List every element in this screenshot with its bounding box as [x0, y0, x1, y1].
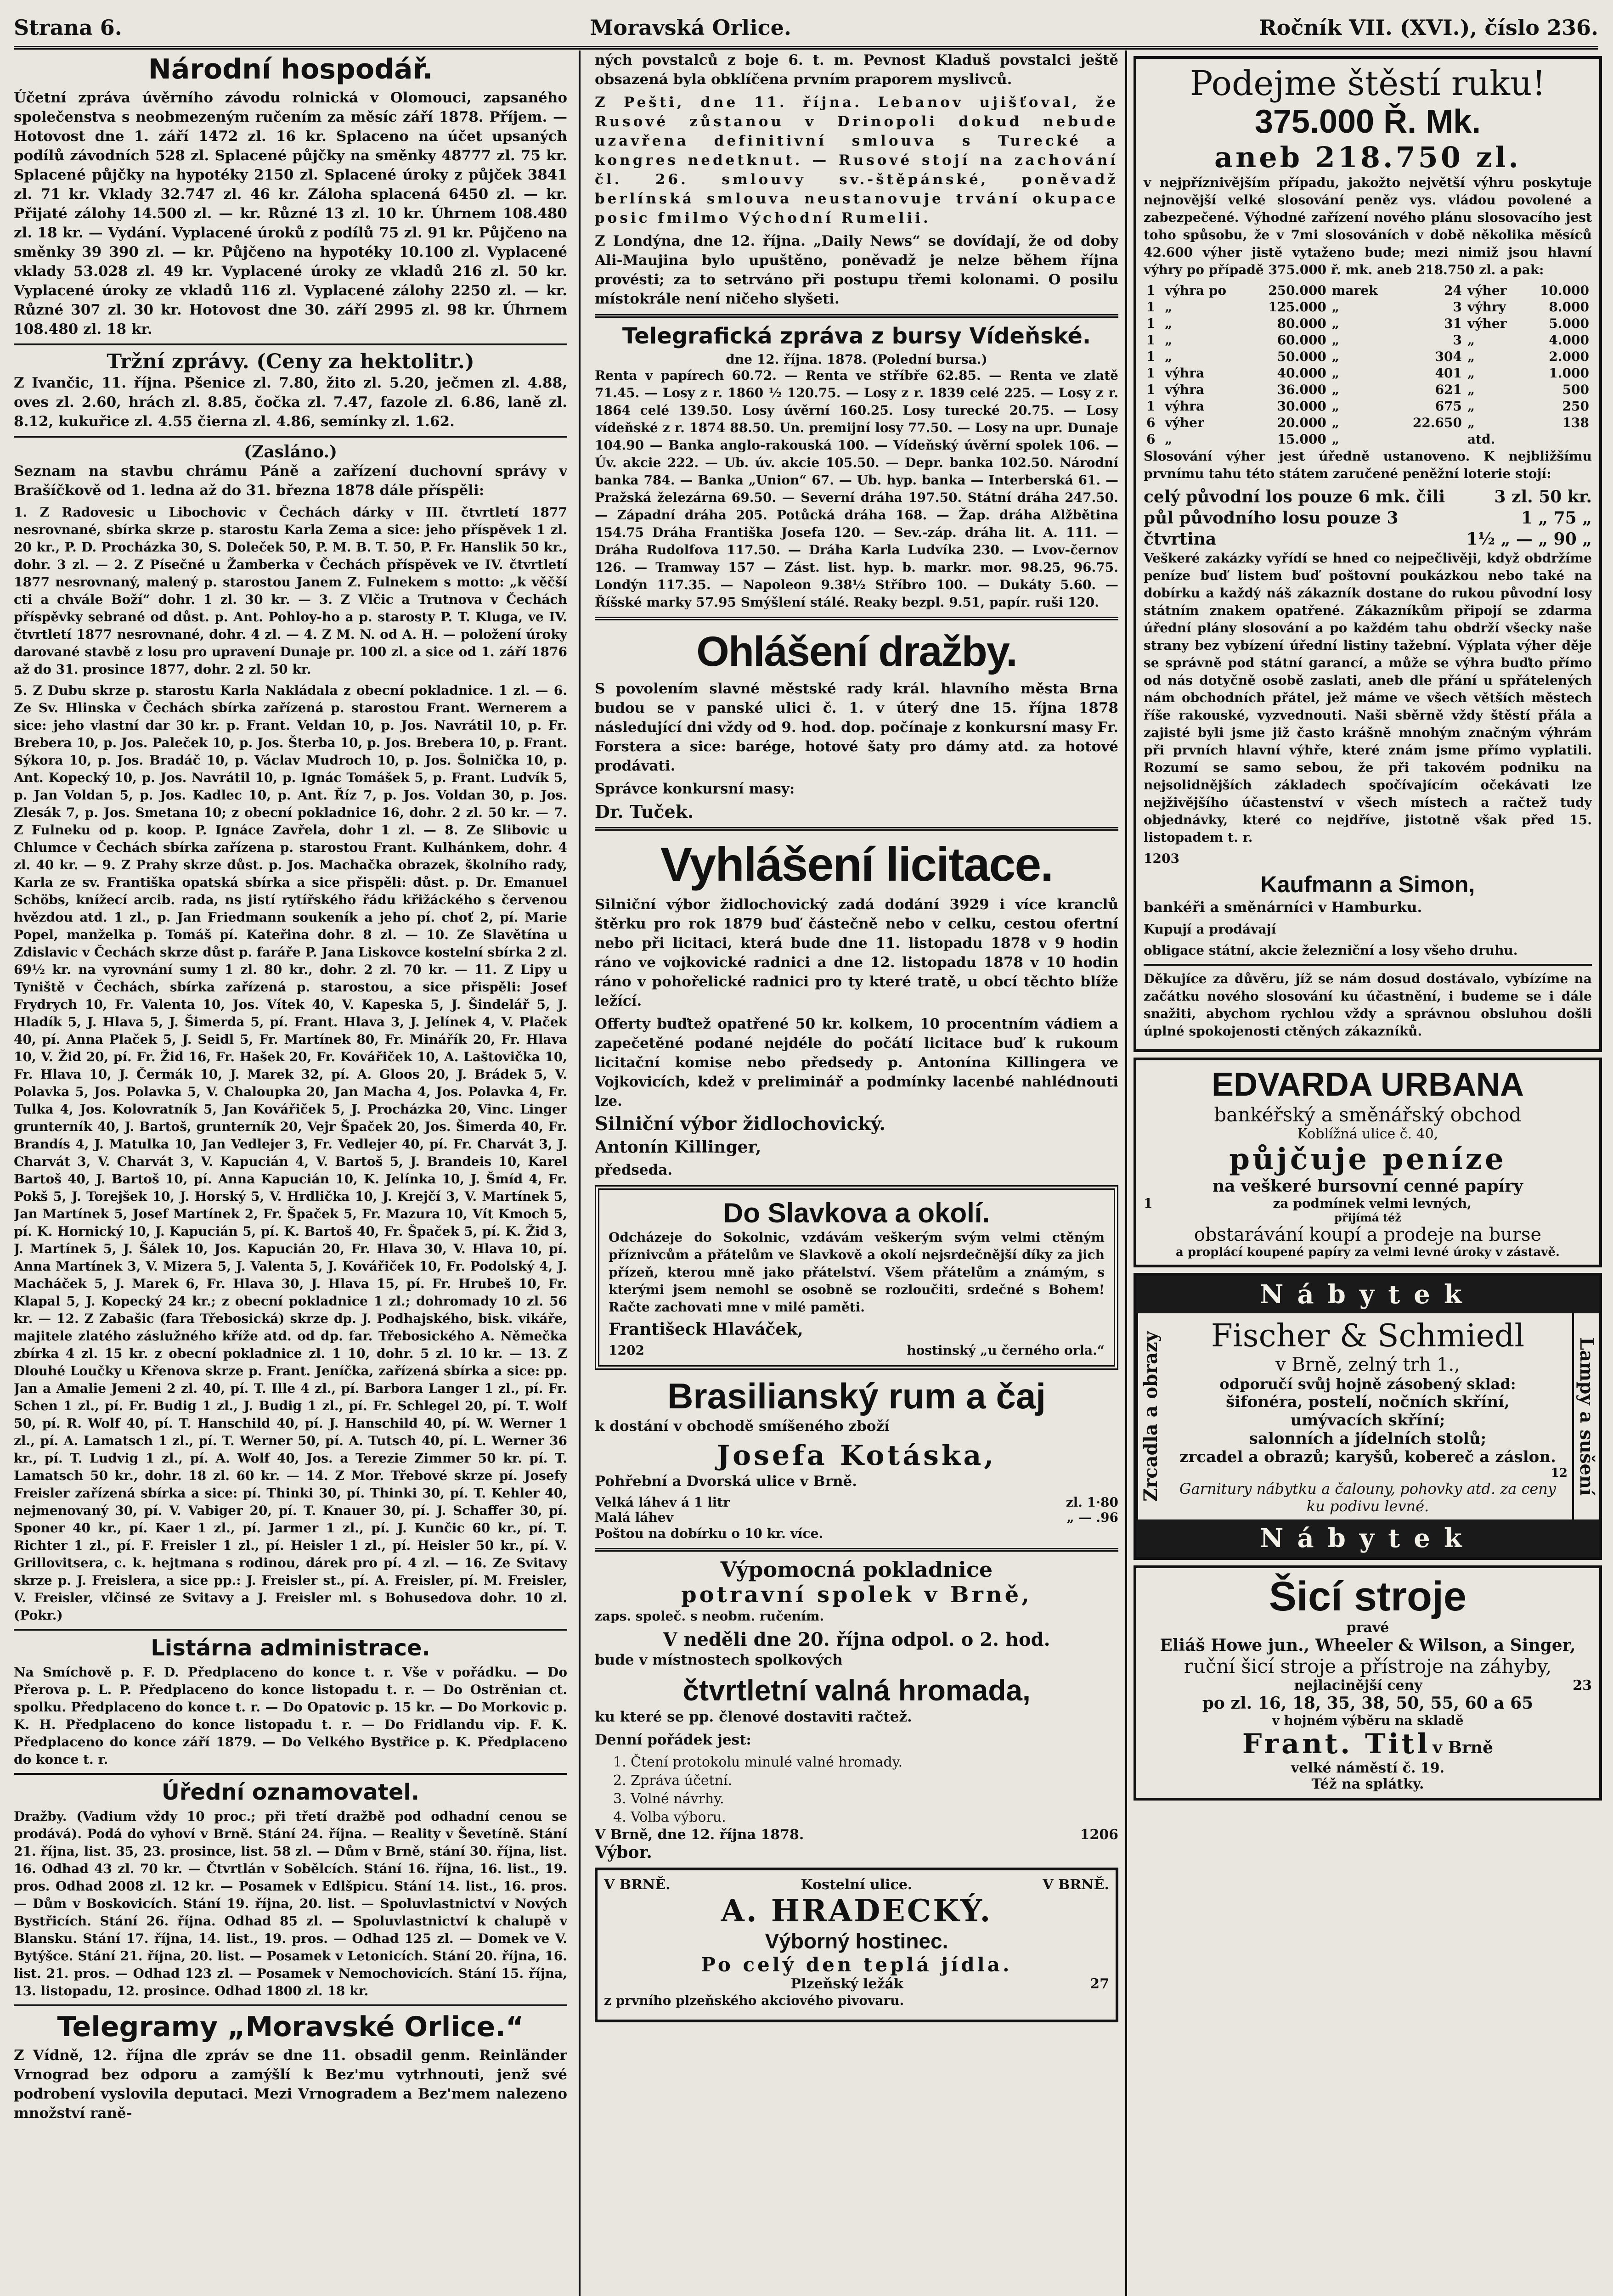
pub-street: Kostelní ulice.: [801, 1877, 913, 1893]
meeting-title-2: potravní spolek v Brně,: [681, 1582, 1032, 1608]
prize-cell: 5.000: [1549, 316, 1589, 331]
running-head: [14, 9, 1598, 50]
meeting-agenda-title: Denní pořádek jest:: [595, 1732, 751, 1748]
lottery-buy-items: obligace státní, akcie železniční a losy všeho druhu.: [1144, 943, 1518, 958]
prize-cell: „: [1331, 415, 1339, 430]
prize-cell: 22.650: [1412, 415, 1462, 430]
prize-cell: 6: [1146, 432, 1156, 447]
urban-type: bankéřský a směnářský obchod: [1214, 1103, 1522, 1126]
sewing-city: v Brně: [1433, 1738, 1494, 1757]
prize-cell: výhra: [1165, 399, 1205, 414]
lottery-title: Podejme štěstí ruku!: [1190, 64, 1546, 103]
prize-cell: 50.000: [1277, 349, 1326, 364]
prize-cell: atd.: [1467, 432, 1495, 447]
prize-cell: 125.000: [1268, 299, 1326, 315]
sewing-title: Šicí stroje: [1269, 1574, 1467, 1620]
prize-cell: „: [1467, 366, 1475, 381]
market-subtitle: (Ceny za hektolitr.): [256, 350, 474, 373]
sent-head: Seznam na stavbu chrámu Páně a zařízení duchovní správy v Brašíčkově od 1. ledna až do 31. března 1878 dále příspěli:: [14, 463, 567, 499]
agenda-item: 4. Volba výboru.: [613, 1809, 726, 1825]
prize-cell: 15.000: [1277, 432, 1326, 447]
lottery-amount-2: aneb 218.750 zl.: [1214, 141, 1521, 174]
prize-cell: 250: [1562, 399, 1589, 414]
prize-cell: výhry: [1467, 299, 1506, 315]
prize-cell: 1: [1146, 382, 1156, 397]
prize-cell: 40.000: [1277, 366, 1326, 381]
prize-cell: „: [1331, 332, 1339, 348]
prize-cell: 1: [1146, 399, 1156, 414]
meeting-signer: Výbor.: [595, 1843, 652, 1862]
slavkov-ad: [595, 1185, 1118, 1370]
prize-cell: „: [1331, 399, 1339, 414]
prize-cell: „: [1467, 382, 1475, 397]
lottery-firm-sub: bankéři a směnárníci v Hamburku.: [1144, 899, 1422, 916]
prize-cell: „: [1467, 415, 1475, 430]
ticket-price-value: 3 zl. 50 kr.: [1494, 487, 1592, 506]
furniture-banner-bottom: Nábytek: [1136, 1519, 1599, 1557]
urban-address: Koblížná ulice č. 40,: [1297, 1126, 1438, 1142]
prize-cell: „: [1165, 349, 1173, 364]
urban-name: EDVARDA URBANA: [1212, 1066, 1524, 1103]
prize-cell: 1: [1146, 366, 1156, 381]
lottery-thanks: Děkujíce za důvěru, jíž se nám dosud dostávalo, vybízíme na začátku nového slosování ku účastnění, i budeme se i dále snažiti, abychom rychlou vždy a správnou obsluhou došli úplné spokojenosti ctěných zákazníků.: [1144, 971, 1592, 1039]
prize-cell: výher: [1165, 415, 1204, 430]
tender-chair: Antonín Killinger,: [595, 1137, 761, 1157]
prize-cell: 500: [1562, 382, 1589, 397]
prize-cell: 1: [1146, 283, 1156, 298]
ticket-price-value: 1½ „ — „ 90 „: [1466, 529, 1592, 549]
notices-title: Úřední oznamovatel.: [161, 1779, 420, 1805]
sewing-addr: velké náměstí č. 19.: [1291, 1760, 1445, 1776]
auction-trustee-label: Správce konkursní masy:: [595, 781, 795, 797]
prize-cell: 1: [1146, 299, 1156, 315]
ticket-price-label: celý původní los pouze 6 mk. čili: [1144, 487, 1445, 506]
market-heading: [14, 350, 567, 373]
column-rule-2: [1125, 51, 1127, 2296]
prize-cell: „: [1331, 349, 1339, 364]
ticket-price-label: čtvrtina: [1144, 529, 1217, 549]
market-text: Z Ivančic, 11. října. Pšenice zl. 7.80, žito zl. 5.20, ječmen zl. 4.88, oves zl. 2.60, hrách zl. 8.85, čočka zl. 7.47, fazole zl. 6.86, laně zl. 8.12, kukuřice zl. 4.55 čierna zl. 4.86, semínky zl. 1.62.: [14, 375, 567, 430]
urban-coupons: a proplácí koupené papíry za velmi levné úroky v zástavě.: [1176, 1245, 1560, 1259]
lottery-amount: 375.000 Ř. Mk.: [1254, 103, 1481, 140]
sewing-cheap-row: [1144, 1677, 1592, 1694]
furniture-content: [1163, 1313, 1572, 1519]
prize-row: [1144, 431, 1592, 448]
meeting-footer: [595, 1827, 1118, 1843]
meeting-ref: 1206: [1080, 1827, 1118, 1843]
issue-info: Ročník VII. (XVI.), číslo 236.: [1259, 15, 1598, 40]
prize-cell: výhra: [1165, 382, 1205, 397]
economy-title: Národní hospodář.: [148, 53, 433, 85]
prize-cell: 250.000: [1268, 283, 1326, 298]
prize-cell: 24: [1444, 283, 1462, 298]
prize-cell: „: [1467, 399, 1475, 414]
ticket-price-label: půl původního losu pouze 3: [1144, 508, 1399, 528]
prize-cell: 3: [1453, 332, 1462, 348]
prize-cell: 10.000: [1540, 283, 1589, 298]
telegrams-title: Telegramy „Moravské Orlice.“: [57, 2011, 524, 2043]
prize-cell: „: [1165, 316, 1173, 331]
meeting-headline: čtvrtletní valná hromada,: [682, 1674, 1031, 1707]
pub-brewery: z prvního plzeňského akciového pivovaru.: [604, 1993, 904, 2008]
pub-beer: Plzeňský ležák: [790, 1976, 903, 1992]
tender-chair-role: předseda.: [595, 1162, 673, 1178]
sewing-ad: [1134, 1565, 1602, 1801]
prize-cell: 1: [1146, 316, 1156, 331]
prize-cell: „: [1467, 332, 1475, 348]
pub-beer-row: [604, 1976, 1109, 1992]
prize-cell: „: [1331, 432, 1339, 447]
rum-shop: Josefa Kotáska,: [716, 1440, 997, 1472]
prize-cell: 4.000: [1549, 332, 1589, 348]
pub-ref: 27: [1090, 1976, 1109, 1992]
meeting-title-1: Výpomocná pokladnice: [720, 1557, 993, 1582]
furniture-items-2: umývacích skříní;: [1290, 1411, 1445, 1429]
urban-ad: [1134, 1058, 1602, 1267]
news-text-3: Z Londýna, dne 12. října. „Daily News“ se dovídají, že od doby Ali-Maujina bylo upuštěno, poněvadž je nelze během října provésti; za to setrváno při postupu třemi kolonami. O posilu místokrále není ničeho slyšeti.: [595, 233, 1118, 307]
pub-offer: Po celý den teplá jídla.: [701, 1953, 1012, 1976]
sewing-stock: v hojném výběru na skladě: [1272, 1713, 1464, 1728]
prize-cell: 304: [1435, 349, 1462, 364]
prize-cell: „: [1467, 349, 1475, 364]
prize-row: [1144, 332, 1592, 349]
furniture-banner-top: Nábytek: [1136, 1276, 1599, 1313]
prize-cell: 80.000: [1277, 316, 1326, 331]
prize-cell: 2.000: [1549, 349, 1589, 364]
rum-price-1-value: zl. 1·80: [1066, 1495, 1118, 1510]
rum-sub: k dostání v obchodě smíšeného zboží: [595, 1418, 890, 1435]
prize-cell: 401: [1435, 366, 1462, 381]
sent-title: (Zasláno.): [243, 442, 338, 461]
lottery-text-3: Veškeré zakázky vyřídí se hned co nejpečlivěji, když obdržíme peníze buď listem buď poštovní poukázkou nebo také na dobírku a každý náš zákazník dostane do rukou původní losy státním znakem opatřené. Zákazníkům připojí se zdarma úřední plány slosování a po každém tahu obdrží všecky naše strany bez vybízení úřední listiny tažební. Výplata výher děje se správně pod státní garancí, a může se výhra buďto přímo od nás dotyčně osobě zaslati, aneb dle přání u spřátelených nám obchodních přátel, jež máme ve všech větších městech říše rakouské, vyzvednouti. Naši sběrně vždy štěstí přála a zajisté byli jsme již často krášně mnohým značným výhrám při prvních hlavní výhře, které znám jsme přímo vyplatili. Rozumí se samo sebou, že při takovém podniku na nejsolidnějších základech spočívajícím očekávati lze nejživějšího účastenství v všech místech a račtež tudy objednávky, které co nejdříve, jistotně však před 15. listopadem t. r.: [1144, 551, 1592, 845]
prize-cell: 20.000: [1277, 415, 1326, 430]
prize-row: [1144, 382, 1592, 398]
prize-row: [1144, 365, 1592, 382]
slavkov-title: Do Slavkova a okolí.: [723, 1198, 990, 1228]
prize-cell: „: [1165, 432, 1173, 447]
prize-cell: „: [1331, 316, 1339, 331]
prize-cell: 1: [1146, 332, 1156, 348]
prize-row: [1144, 349, 1592, 365]
notices-text: Dražby. (Vadium vždy 10 proc.; při třetí dražbě pod odhadní cenou se prodává). Podá do vyhoví v Brně. Stání 24. října. — Reality v Ševetíně. Stání 21. října, list. 35, 23. prosince, list. 58 zl. — Dům v Brně, stání 30. října, list. 16. Odhad 43 zl. 70 kr. — Čtvrtlán v Sobělcích. Stání 16. října, 16. list., 19. pros. Odhad 2008 zl. 12 kr. — Posamek v Edlšpicu. Stání 14. list., 16. pros. — Dům v Boskovicích. Stání 19. října, 20. list. — Spoluvlastnictví v Nových Bystřicích. Stání 26. října. Odhad 85 zl. — Spoluvlastnictví k chalupě v Blansku. Stání 17. října, 14. list., 19. pros. — Odhad 125 zl. — Domek ve V. Bytýšce. Stání 21. října, 20. list. — Posamek v Letonicích. Stání 20. října, 16. list. 21. pros. — Odhad 123 zl. — Posamek v Nemochovicích. Stání 15. října, 13. listopadu, 12. prosince. Odhad 1800 zl. 18 kr.: [14, 1809, 567, 1998]
slavkov-footer: [609, 1343, 1105, 1358]
urban-terms-row: [1144, 1196, 1592, 1211]
prize-cell: výhra: [1165, 366, 1205, 381]
prize-cell: 675: [1435, 399, 1462, 414]
auction-title: Ohlášení dražby.: [696, 628, 1017, 675]
slavkov-role: hostinský „u černého orla.“: [907, 1343, 1105, 1358]
agenda-item: 3. Volné návrhy.: [613, 1791, 724, 1807]
prize-row: [1144, 299, 1592, 315]
prize-cell: 31: [1444, 316, 1462, 331]
furniture-firm: Fischer & Schmiedl: [1211, 1318, 1525, 1354]
prize-row: [1144, 415, 1592, 431]
prize-cell: výher: [1467, 316, 1507, 331]
slavkov-ref: 1202: [609, 1343, 644, 1358]
prize-cell: 1.000: [1549, 366, 1589, 381]
urban-lend: půjčuje peníze: [1229, 1142, 1506, 1176]
prize-cell: 138: [1562, 415, 1589, 430]
ticket-price-value: 1 „ 75 „: [1521, 508, 1592, 528]
meeting-date: V neděli dne 20. října odpol. o 2. hod.: [663, 1629, 1050, 1650]
prize-cell: 3: [1453, 299, 1462, 315]
column-rule-1: [579, 51, 581, 2296]
prize-cell: „: [1165, 332, 1173, 348]
slavkov-signature: Františeck Hlaváček,: [609, 1320, 803, 1339]
prize-cell: 60.000: [1277, 332, 1326, 348]
urban-terms: za podmínek velmi levných,: [1273, 1196, 1472, 1211]
paper-title: Moravská Orlice.: [590, 15, 791, 40]
urban-accept: přijímá též: [1334, 1211, 1401, 1224]
meeting-agenda: [595, 1753, 1118, 1827]
lottery-firm: Kaufmann a Simon,: [1260, 872, 1475, 897]
tender-title: Vyhlášení licitace.: [660, 838, 1053, 891]
sewing-line-2: ruční šicí stroje a přístroje na záhyby,: [1184, 1655, 1552, 1677]
office-text: Na Smíchově p. F. D. Předplaceno do konce t. r. Vše v pořádku. — Do Přerova p. L. P. Předplaceno do konce listopadu t. r. — Do Ostrěnian ct. spolku. Předplaceno do konce t. r. — Do Opatovic p. 15 kr. — Do Morkovic p. K. H. Předplaceno do konce listopadu t. r. — Do Fridlandu vip. F. K. Předplaceno do konce září 1879. — Do Velkého Bystřice p. K. Předplaceno do konce t. r.: [14, 1665, 567, 1767]
page-number: Strana 6.: [14, 15, 122, 40]
rum-item-1: Velká láhev á 1 litr: [595, 1495, 730, 1510]
sewing-brands: Eliáš Howe jun., Wheeler & Wilson, a Singer,: [1160, 1636, 1576, 1655]
prize-cell: „: [1331, 366, 1339, 381]
news-text-2: Z Pešti, dne 11. října. Lebanov ujišťoval, že Rusové zůstanou v Drinopoli dokud nebude uzavřena definitivní smlouva s Turecké a kongres nedetknut. — Rusové stojí na zachování čl. 26. smlouvy sv.-štěpánské, poněvadž berlínská smlouva neustanovuje trvání okupace posic fmilmo Východní Rumelii.: [595, 94, 1118, 226]
furniture-ref: 12: [1551, 1466, 1568, 1480]
furniture-side-right: Lampy a sušení: [1572, 1313, 1599, 1519]
urban-orders: obstarávání koupí a prodeje na burse: [1194, 1224, 1542, 1245]
column-left: [14, 51, 567, 2296]
prize-cell: 621: [1435, 382, 1462, 397]
agenda-item: 1. Čtení protokolu minulé valné hromady.: [613, 1754, 903, 1770]
prize-cell: 1: [1146, 349, 1156, 364]
hradecky-ad: [595, 1868, 1118, 2022]
furniture-side-left: Zrcadla a obrazy: [1136, 1313, 1163, 1519]
auction-trustee: Dr. Tuček.: [595, 801, 694, 822]
prize-cell: výher: [1467, 283, 1507, 298]
meeting-invite: ku které se pp. členové dostaviti račtež.: [595, 1709, 912, 1725]
column-middle: [595, 51, 1118, 2296]
sewing-firm: Frant. Titl: [1242, 1728, 1431, 1760]
sewing-cheap: nejlacinější ceny: [1294, 1677, 1422, 1694]
rum-price-1: [595, 1495, 1118, 1510]
furniture-items-4: zrcadel a obrazů; karyšů, kobereč a záslon.: [1179, 1448, 1556, 1466]
economy-text: Účetní zpráva úvěrního závodu rolnická v Olomouci, zapsaného společenstva s neobmezeným ručením za měsíc září 1878. Příjem. — Hotovost dne 1. září 1472 zl. 16 kr. Splaceno na účet upsaných podílů závodních 528 zl. Splacené půjčky na směnky 48777 zl. 75 kr. Splacené půjčky na hypotéky 2150 zl. Splacené úroky z půjček 3841 zl. 71 kr. Vklady 32.747 zl. 46 kr. Záloha splacená 6450 zl. — kr. Přijaté zálohy 14.500 zl. — kr. Různé 13 zl. 10 kr. Úhrnem 108.480 zl. 18 kr. — Vydání. Vyplacené úroků z podílů 75 zl. 91 kr. Půjčeno na směnky 39 390 zl. — kr. Půjčeno na hypotéky 10.100 zl. Vyplacené vklady 53.028 zl. 49 kr. Vyplacené úroky ze vkladů 216 zl. 50 kr. Vyplacené úroky ze vkladů 116 zl. Vyplacené zálohy 2250 zl. — kr. Různé 307 zl. 30 kr. Hotovost dne 30. září 2995 zl. 98 kr. Úhrnem 108.480 zl. 18 kr.: [14, 90, 567, 338]
stock-date: dne 12. října. 1878. (Polední bursa.): [726, 352, 987, 367]
slavkov-text: Odcházeje do Sokolnic, vzdávám veškerým svým velmi ctěným příznivcům a přátelům ve Slavkově a okolí nejsrdečnější díky za jich přízeň, kterou mně jako přátelství. Všem přátelům a známým, s kterými jsem nemohl se osobně se rozloučiti, srdečné s Bohem! Račte zachovati mne v milé paměti.: [609, 1230, 1105, 1315]
furniture-tag: Garnitury nábytku a čalouny, pohovky atd. za ceny ku podivu levné.: [1179, 1480, 1556, 1515]
sewing-firm-row: [1144, 1728, 1592, 1760]
rum-price-2-value: „ — .96: [1066, 1510, 1118, 1525]
pub-top: [604, 1877, 1109, 1893]
lottery-text-2: Slosování výher jest úředně ustanoveno. K nejbližšímu prvnímu tahu této státem zaručené peněžní loterie stojí:: [1144, 449, 1592, 481]
rum-price-2: [595, 1510, 1118, 1525]
lottery-ref: 1203: [1144, 851, 1179, 866]
prize-cell: [1522, 431, 1592, 448]
stock-title: Telegrafická zpráva z bursy Vídeňské.: [622, 323, 1091, 349]
office-title: Listárna administrace.: [151, 1635, 430, 1661]
furniture-items-3: salonních a jídelních stolů;: [1249, 1429, 1487, 1448]
ticket-price-row: [1144, 507, 1592, 529]
furniture-ad: [1134, 1273, 1602, 1560]
prize-cell: „: [1331, 299, 1339, 315]
prize-cell: 6: [1146, 415, 1156, 430]
meeting-dateline: V Brně, dne 12. října 1878.: [595, 1827, 804, 1843]
sent-text-2: 5. Z Dubu skrze p. starostu Karla Nakládala z obecní pokladnice. 1 zl. — 6. Ze Sv. Hlinska v Čechách sbírka zařízená p. starostou Frant. Wernerem a sice: jeho vlastní dar 30 kr. p. Frant. Veldan 10, p. Jos. Navrátil 10, p. Fr. Brebera 10, p. Jos. Paleček 10, p. Jos. Šterba 10, p. Jos. Brebera 10, p. Frant. Sýkora 10, p. Jos. Bradáč 10, p. Václav Mudroch 10, p. Jos. Šolnička 10, p. Ant. Kopecký 10, p. Jos. Navrátil 10, p. Ignác Tomášek 5, p. Frant. Ludvík 5, p. Jan Voldan 5, p. Jos. Kadlec 10, p. Ant. Říz 7, p. Jos. Voldan 30, p. Jos. Zlesák 7, p. Jos. Smetana 10; z obecní pokladnice 16, dohr. 2 zl. 50 kr. — 7. Z Fulneku od p. koop. P. Ignáce Zavřela, dohr 1 zl. — 8. Ze Slibovic u Chlumce v Čechách sbírka zařízena p. starostou Frant. Kulhánkem, dohr. 4 zl. 40 kr. — 9. Z Prahy skrze důst. p. Jos. Machačka obrazek, školního rady, Karla ze sv. Františka opatská sbírka a sice přispěli: důst. p. Dr. Emanuel Schöbs, knížecí arcib. rada, ns jistí rytířského řádu křižáckého s červenou hvězdou atd. 1 zl., p. Jan Friedmann soukeník a jeho pí. choť 2, pí. Marie Popel, manželka p. Tomáš pí. Kateřina dohr. 8 zl. — 10. Ze Slavětína u Zdislavic v Čechách skrze důst p. faráře P. Jana Liskovce kostelní sbírka 2 zl. 69½ kr. na vyrovnání sumy 1 zl. 80 kr., dohr. 2 zl. 70 kr. — 11. Z Lipy u Tyniště v Čechách, sbírka zařízená p. starostou, a sice přispěli: Josef Frydrych 10, Fr. Valenta 10, Jos. Vítek 40, V. Kapeska 5, J. Šindelář 5, J. Hladík 5, J. Hlava 5, J. Šimerda 5, pí. Frant. Hlava 3, J. Jelínek 4, V. Plaček 40, pí. Anna Plaček 5, J. Seidl 5, Fr. Martínek 80, Fr. Minářík 20, Fr. Hlava 10, V. Žid 20, pí. Fr. Žid 16, Fr. Hašek 20, Fr. Kovářiček 10, A. Laštovička 10, Fr. Hlava 10, J. Čermák 10, J. Marek 32, pí. A. Gloos 20, J. Brádek 5, V. Polavka 5, Jos. Polavka 5, V. Chaloupka 20, Jan Macha 4, Jos. Polavka 4, Fr. Tulka 4, Jos. Kolovratník 5, Jan Kovářiček 5, J. Procházka 20, Vinc. Linger grunterník 40, J. Bartoš, grunterník 20, Vejr Špaček 20, Jos. Šimerda 40, Fr. Brandís 4, J. Matulka 10, Jan Vedlejer 3, Fr. Vedlejer 40, pí. Fr. Charvát 3, J. Charvát 3, V. Charvát 3, V. Kapucián 4, V. Bartoš 5, J. Brandeis 10, Karel Bartoš 40, J. Bartoš 10, pí. Anna Kapucián 10, K. Jelínka 10, J. Šmíd 4, Fr. Pokš 5, J. Torejšek 10, J. Horský 5, V. Hrdlička 10, J. Krejčí 3, V. Martínek 5, Jan Martínek 5, Josef Martínek 2, Fr. Špaček 5, Fr. Mazura 10, Vít Kmoch 5, pí. K. Hornický 10, J. Kapucián 5, pí. K. Bartoš 40, Fr. Špaček 5, pí. K. Žid 3, J. Martínek 5, J. Šálek 10, Jos. Kapucián 20, Fr. Hlava 30, V. Hlava 10, pí. Anna Martínek 3, V. Mizera 5, J. Valenta 5, J. Kovářiček 10, Fr. Podolský 4, J. Macháček 5, J. Marek 6, Fr. Hlava 30, J. Hlava 15, pí. Fr. Hrubeš 10, Fr. Klapal 5, J. Kopecký 24 kr.; z obecní pokladnice 1 zl.; dohromady 10 zl. 56 kr. — 12. Z Zabašic (fara Třebosická) skrze dp. J. Podhajského, bisk. vikáře, majitele zlatého záslužného kříže atd. od dp. far. Třebosického A. Němečka zbírka 4 zl. 15 kr. z obecní pokladnice zl. 1 10, dohr. 5 zl. 10 kr. — 13. Z Dlouhé Loučky u Křenova skrze p. Frant. Jeníčka, zařízená sbírka a sice: pp. Jan a Amalie Jemeni 2 zl. 40, pí. T. Ille 4 zl., pí. Barbora Langer 1 zl., pí. Fr. Schen 1 zl., pí. Fr. Budig 1 zl., J. Budig 1 zl., pí. Fr. Schlegel 20, pí. T. Wolf 50, pí. R. Wolf 40, pí. T. Hanschild 40, pí. J. Hanschild 40, pí. W. Werner 1 zl., pí. A. Lamatsch 1 zl., pí. T. Werner 50, pí. A. Tutsch 40, pí. L. Werner 36 kr., pí. T. Ludvig 1 zl., pí. A. Wolf 40, Jos. a Terezie Zimmer 50 kr. pí. T. Lamatsch 50 kr., dohr. 18 zl. 60 kr. — 14. Z Mor. Třebové skrze pí. Josefy Freisler zařízená sbírka a sice: pí. Thinki 30, pí. Thinki 30, pí. T. Kehler 40, nejmenovaný 30, pí. V. Vabiger 20, pí. T. Knauer 30, pí. J. Schaffer 30, pí. Sponer 40 kr., pí. Kaer 1 zl., pí. Jarmer 1 zl., pí. J. Kunčic 60 kr., pí. T. Richter 1 zl., pí. F. Freisler 1 zl., pí. Heisler 1 zl., pí. Heisler 50 kr., pí. V. Grillovitsera, c. k. hejtmana s rodinou, dárek pro pí. 4 zl. — 16. Ze Svitavy skrze p. J. Freislera, a sice pp.: J. Freisler st., pí. A. Freisler, pí. M. Freisler, V. Freisler, vlčinsé ze Svitavy a J. Freisler ml. s Bohusedova dohr. 10 zl. (Pokr.): [14, 683, 567, 1623]
prize-cell: „: [1165, 299, 1173, 315]
prize-cell: 8.000: [1549, 299, 1589, 315]
pub-left: V BRNĚ.: [604, 1877, 671, 1893]
prize-cell: 36.000: [1277, 382, 1326, 397]
furniture-items-1: šifonéra, postelí, nočních skříní,: [1226, 1393, 1510, 1411]
news-text-1: ných povstalců z boje 6. t. m. Pevnost Kladuš povstalci ještě obsazená byla obklíčena prvním praporem myslivců.: [595, 52, 1118, 88]
pub-tag: Výborný hostinec.: [765, 1929, 948, 1953]
prize-cell: výhra po: [1165, 283, 1227, 298]
furniture-text: odporučí svůj hojně zásobený sklad:: [1219, 1375, 1516, 1393]
rum-title: Brasilianský rum a čaj: [667, 1376, 1046, 1416]
meeting-place: bude v místnostech spolkových: [595, 1652, 843, 1668]
prize-cell: marek: [1331, 283, 1378, 298]
meeting-reg: zaps. společ. s neobm. ručením.: [595, 1609, 824, 1624]
telegrams-text: Z Vídně, 12. října dle zpráv se dne 11. obsadil genm. Reinländer Vrnograd bez odporu a zamýšlí k Bez'mu vytrhnouti, jenž své podrobení vyslovila deputaci. Mezi Vrnogradem a Bez'mem nalezeno množství raně-: [14, 2047, 567, 2122]
market-title: Tržní zprávy.: [107, 350, 249, 373]
sewing-ref: 23: [1573, 1677, 1592, 1694]
prize-table-body: [1144, 282, 1592, 448]
prize-row: [1144, 398, 1592, 415]
lottery-ad: [1134, 56, 1602, 1052]
rum-address: Pohřební a Dvorská ulice v Brně.: [595, 1473, 857, 1490]
agenda-item: 2. Zpráva účetní.: [613, 1773, 733, 1789]
rum-postal: Poštou na dobírku o 10 kr. více.: [595, 1526, 823, 1541]
urban-num: 1: [1144, 1196, 1153, 1211]
prize-cell: [1395, 431, 1465, 448]
rum-item-2: Malá láhev: [595, 1510, 673, 1525]
prize-cell: 30.000: [1277, 399, 1326, 414]
column-right: [1134, 51, 1602, 2296]
furniture-place: v Brně, zelný trh 1.,: [1275, 1354, 1460, 1375]
tender-text-1: Silniční výbor židlochovický zadá dodání 3929 i více kranclů štěrku pro rok 1879 buď částečně nebo v celku, cestou ofertní nebo při licitaci, která bude dne 11. listopadu 1878 v 9 hodin ráno ve vojkovické radnici a dne 12. listopadu 1878 v 10 hodin ráno v pohořelické radnici pro ty které tratě, u obcí těchto blíže ležící.: [595, 896, 1118, 1009]
stock-text: Renta v papírech 60.72. — Renta ve stříbře 62.85. — Renta ve zlatě 71.45. — Losy z r. 1860 ½ 120.75. — Losy z r. 1839 celé 225. — Losy z r. 1864 celé 139.50. Losy úvěrní 160.25. Losy turecké 20.75. — Losy vídeňské z r. 1874 88.50. Un. premijní losy 77.50. — Losy na upr. Dunaje 104.90 — Banka anglo-rakouská 100. — Vídeňský úvěrní spolek 106. — Úv. akcie 222. — Ub. úv. akcie 105.50. — Depr. banka 102.50. Národní banka 784. — Banka „Union“ 67. — Ub. hyp. banka — Interberská 61. — Pražská železárna 69.50. — Severní dráha 197.50. Státní dráha 247.50. — Západní dráha 205. Potůcká dráha 168. — Žap. dráha Alžbětina 154.75 Dráha Františka Josefa 120. — Sev.-záp. dráha lit. A. 111. — Dráha Rudolfova 117.50. — Dráha Karla Ludvíka 230. — Lvov-černov 126. — Tramway 157 — Zást. list. hyp. b. markr. mor. 98.25, 96.75. Londýn 117.35. — Napoleon 9.38½ Stříbro 100. — Dukáty 5.60. — Říšské marky 57.95 Smýšlení stálé. Reaky bezpl. 9.51, papír. ruši 120.: [595, 368, 1118, 610]
urban-lend-sub: na veškeré bursovní cenné papíry: [1212, 1176, 1523, 1196]
sewing-prices: po zl. 16, 18, 35, 38, 50, 55, 60 a 65: [1202, 1694, 1534, 1713]
sewing-credit: Též na splátky.: [1311, 1776, 1424, 1792]
pub-right: V BRNĚ.: [1043, 1877, 1109, 1893]
lottery-buy: Kupují a prodávají: [1144, 922, 1276, 937]
prize-cell: „: [1331, 382, 1339, 397]
ticket-price-row: [1144, 486, 1592, 507]
lottery-text-1: v nejpříznivějším případu, jakožto největší výhru poskytuje nejnovější velké slosování peněz vys. vládou povolené a zabezpečené. Výhodné zařízení nového plánu slosovacího jest toho spůsobu, že v 7mi slosováních v době několika měsíců 42.600 výher jistě vytaženo bude; mezi nimiž jsou hlavní výhry po případě 375.000 ř. mk. aneb 218.750 zl. a pak:: [1144, 175, 1592, 277]
pub-name: A. HRADECKÝ.: [721, 1893, 993, 1929]
sent-text-1: 1. Z Radovesic u Libochovic v Čechách dárky v III. čtvrtletí 1877 nesrovnané, sbírka skrze p. starostu Karla Zema a sice: jeho příspěvek 1 zl. 20 kr., P. D. Procházka 30, S. Doleček 50, P. M. B. T. 50, P. Fr. Hanslik 50 kr., dohr. 3 zl. — 2. Z Písečné u Žamberka v Čechách příspěvek ve IV. čtvrtletí 1877 nesrovnaný, malený p. starostou Janem Z. Fulnekem s motto: „k věčší cti a chvále Boží“ dohr. 1 zl. 30 kr. — 3. Z Vlčic a Trutnova v Čechách příspěvky sebrané od důst. p. Ant. Pohloy-ho a p. starosty P. T. Kluga, ve IV. čtvrtletí 1877 nesrovnané, dohr. 4 zl. — 4. Z M. N. od A. H. — položení úroky darované stavbě z losu pro upravení Dunaje pr. 100 zl. a sice od 1. září 1876 až do 31. prosince 1877, dohr. 2 zl. 50 kr.: [14, 505, 567, 677]
furniture-body: [1136, 1313, 1599, 1519]
prize-row: [1144, 315, 1592, 332]
tender-committee: Silniční výbor židlochovický.: [595, 1113, 886, 1135]
ticket-price-row: [1144, 529, 1592, 550]
prize-table: [1144, 282, 1592, 448]
sewing-line-1: pravé: [1346, 1620, 1389, 1636]
tender-text-2: Offerty buďtež opatřené 50 kr. kolkem, 10 procentním vádiem a zapečetěné podané nejdéle do počátí licitace buď k rukoum licitační komise nebo předsedy p. Antonína Killingera ve Vojkovicích, kdež v preliminář a podmínky lacenbé nahlédnouti lze.: [595, 1016, 1118, 1109]
prize-row: [1144, 282, 1592, 299]
auction-text: S povolením slavné městské rady král. hlavního města Brna budou se v panské ulici č. 1. v úterý dne 15. října 1878 následující dni vždy od 9. hod. dop. počínaje z konkursní masy Fr. Forstera a sice: barége, hotové šaty pro dámy atd. za hotové prodávati.: [595, 681, 1118, 774]
ticket-prices: [1144, 486, 1592, 550]
